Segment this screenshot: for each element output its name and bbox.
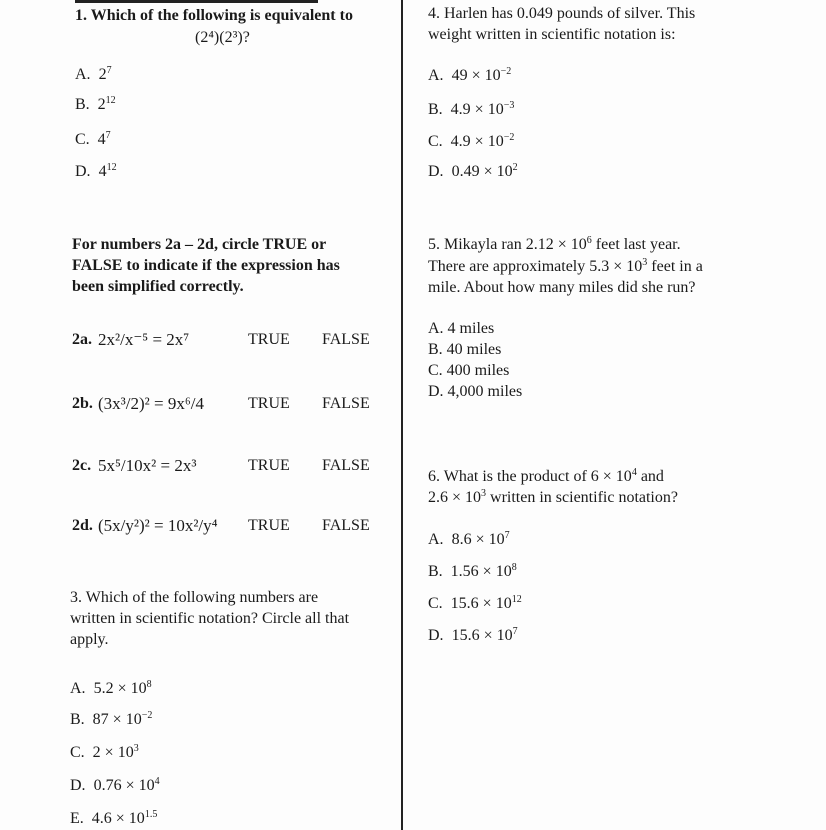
q3-option-c[interactable] <box>70 743 139 763</box>
column-divider <box>401 0 403 830</box>
option-label: D. <box>70 777 86 794</box>
option-exponent: 4 <box>154 776 160 787</box>
option-exponent: 8 <box>511 562 517 573</box>
option-label: C. <box>70 744 85 761</box>
q2b-expression: (3x³/2)² = 9x⁶/4 <box>98 394 204 413</box>
q2a-expression: 2x²/x⁻⁵ = 2x⁷ <box>98 330 190 349</box>
option-label: C. <box>428 595 443 612</box>
option-exponent: −2 <box>141 710 153 721</box>
q3-text-2: written in scientific notation? Circle all that <box>70 610 350 627</box>
option-value: 15.6 × 10 <box>450 595 512 612</box>
option-exponent: 1.5 <box>144 809 158 820</box>
option-label: D. <box>428 163 444 180</box>
option-label: D. <box>428 627 444 644</box>
q2-header-1: For numbers 2a – 2d, circle TRUE or <box>72 236 327 253</box>
option-label: B. <box>428 563 443 580</box>
option-exponent: 7 <box>106 65 112 76</box>
q2a-false-option[interactable]: FALSE <box>322 331 370 348</box>
q2c-expression: 5x⁵/10x² = 2x³ <box>98 456 197 475</box>
option-value: 5.2 × 10 <box>93 680 147 697</box>
option-exponent: 8 <box>146 679 152 690</box>
q1-option-d[interactable] <box>75 162 117 182</box>
option-exponent: 2 <box>512 162 518 173</box>
option-value: 0.76 × 10 <box>93 777 155 794</box>
q3-text-3: apply. <box>70 631 109 648</box>
option-exponent: 12 <box>106 162 117 173</box>
option-label: D. <box>75 163 91 180</box>
q2d-true-option[interactable]: TRUE <box>248 517 290 534</box>
q3-option-d[interactable] <box>70 776 160 796</box>
option-value: 49 × 10 <box>451 67 501 84</box>
option-value: 1.56 × 10 <box>450 563 512 580</box>
option-label: C. <box>428 133 443 150</box>
q2-header-3: been simplified correctly. <box>72 278 244 295</box>
option-exponent: 3 <box>133 743 139 754</box>
q6-option-d[interactable] <box>428 626 518 646</box>
q3-text-1: 3. Which of the following numbers are <box>70 589 319 606</box>
q1-option-a[interactable] <box>75 65 112 85</box>
q5-option-c[interactable]: C. 400 miles <box>428 362 510 379</box>
option-value: 4.9 × 10 <box>450 101 504 118</box>
q4-text-1: 4. Harlen has 0.049 pounds of silver. This <box>428 5 696 22</box>
q2c-true-option[interactable]: TRUE <box>248 457 290 474</box>
q5-option-d[interactable]: D. 4,000 miles <box>428 383 523 400</box>
option-label: B. <box>428 101 443 118</box>
option-value: 15.6 × 10 <box>451 627 513 644</box>
option-value: 2 <box>98 66 107 83</box>
option-value: 4.6 × 10 <box>91 810 145 827</box>
q2b-true-option[interactable]: TRUE <box>248 395 290 412</box>
option-exponent: 7 <box>512 626 518 637</box>
q6-option-c[interactable] <box>428 594 522 614</box>
q4-option-b[interactable] <box>428 100 514 120</box>
option-exponent: −3 <box>503 100 515 111</box>
q5-option-a[interactable]: A. 4 miles <box>428 320 495 337</box>
q2d-label: 2d. <box>72 517 93 534</box>
option-label: A. <box>75 66 91 83</box>
q2a-label: 2a. <box>72 331 92 348</box>
q2b-label: 2b. <box>72 395 93 412</box>
option-exponent: 12 <box>511 594 522 605</box>
q2a-true-option[interactable]: TRUE <box>248 331 290 348</box>
q6-option-a[interactable] <box>428 530 510 550</box>
option-exponent: −2 <box>503 132 515 143</box>
q5-option-b[interactable]: B. 40 miles <box>428 341 502 358</box>
q1-text: 1. Which of the following is equivalent to <box>75 7 353 24</box>
option-label: A. <box>70 680 86 697</box>
option-value: 2 × 10 <box>92 744 134 761</box>
q3-option-e[interactable] <box>70 809 157 829</box>
option-label: B. <box>70 711 85 728</box>
option-label: E. <box>70 810 84 827</box>
option-value: 4 <box>97 131 106 148</box>
option-exponent: −2 <box>500 66 512 77</box>
option-value: 4 <box>98 163 107 180</box>
q2c-label: 2c. <box>72 457 92 474</box>
q4-option-d[interactable] <box>428 162 518 182</box>
option-label: A. <box>428 531 444 548</box>
q5-text-3: mile. About how many miles did she run? <box>428 279 696 296</box>
q2c-false-option[interactable]: FALSE <box>322 457 370 474</box>
option-value: 4.9 × 10 <box>450 133 504 150</box>
q3-option-b[interactable] <box>70 710 152 730</box>
q4-option-c[interactable] <box>428 132 514 152</box>
header-rule <box>75 0 318 3</box>
q3-option-a[interactable] <box>70 679 152 699</box>
q4-text-2: weight written in scientific notation is: <box>428 26 676 43</box>
q5-text-1: 5. Mikayla ran $2.12 \times 10^6$ feet last year. <box>428 235 681 253</box>
option-label: B. <box>75 96 90 113</box>
q4-option-a[interactable] <box>428 66 511 86</box>
q1-option-b[interactable] <box>75 95 116 115</box>
option-exponent: 12 <box>105 95 116 106</box>
option-value: 8.6 × 10 <box>451 531 505 548</box>
option-value: 2 <box>97 96 106 113</box>
q1-expression: (2⁴)(2³)? <box>195 29 250 46</box>
option-value: 87 × 10 <box>92 711 142 728</box>
option-value: 0.49 × 10 <box>451 163 513 180</box>
option-exponent: 7 <box>504 530 510 541</box>
q2d-false-option[interactable]: FALSE <box>322 517 370 534</box>
option-label: A. <box>428 67 444 84</box>
q1-option-c[interactable] <box>75 130 111 150</box>
q2b-false-option[interactable]: FALSE <box>322 395 370 412</box>
option-label: C. <box>75 131 90 148</box>
q6-text-2: $2.6 \times 10^3$ written in scientific notation? <box>428 488 678 506</box>
q2d-expression: (5x/y²)² = 10x²/y⁴ <box>98 516 218 535</box>
q5-text-2: There are approximately $5.3 \times 10^3$ feet in a <box>428 257 703 275</box>
q6-text-1: 6. What is the product of $6 \times 10^4$ and <box>428 467 664 485</box>
option-exponent: 7 <box>105 130 111 141</box>
q6-option-b[interactable] <box>428 562 517 582</box>
q2-header-2: FALSE to indicate if the expression has <box>72 257 340 274</box>
